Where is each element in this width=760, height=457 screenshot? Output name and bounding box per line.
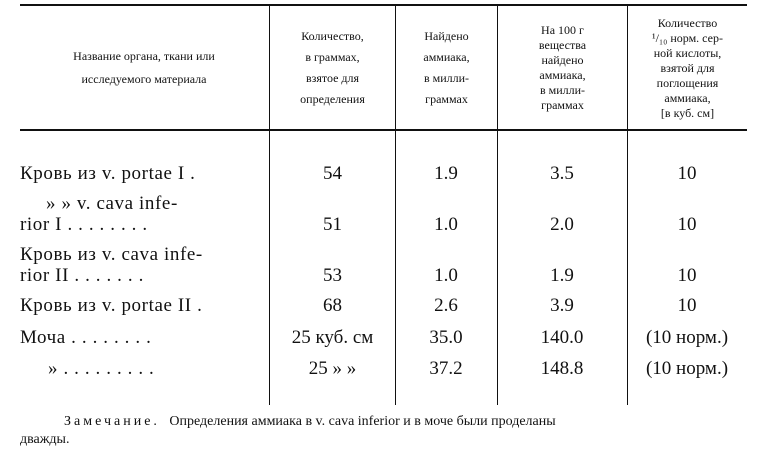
row-name: Кровь из v. portae I . bbox=[20, 163, 196, 184]
row-amount: 51 bbox=[323, 214, 342, 235]
row-found: 37.2 bbox=[429, 358, 463, 379]
row-amount: 53 bbox=[323, 265, 342, 286]
footnote-continuation: дважды. bbox=[20, 432, 70, 447]
row-per100: 1.9 bbox=[550, 265, 574, 286]
row-per100: 3.5 bbox=[550, 163, 574, 184]
row-amount: 25 » » bbox=[308, 358, 357, 379]
footnote-label: Замечание. bbox=[64, 414, 160, 429]
row-amount: 54 bbox=[323, 163, 342, 184]
row-name: » » v. cava infe- bbox=[46, 193, 178, 214]
header-acid-amount bbox=[628, 8, 747, 128]
row-name: Кровь из v. cava infe- bbox=[20, 244, 203, 265]
header-line: граммах bbox=[541, 98, 584, 112]
header-line: аммиака, bbox=[664, 90, 711, 105]
row-found: 2.6 bbox=[434, 295, 458, 316]
row-name: Моча . . . . . . . . bbox=[20, 327, 152, 348]
header-line: найдено bbox=[541, 53, 584, 67]
header-line: На 100 г bbox=[541, 23, 584, 37]
header-line: Количество bbox=[657, 15, 718, 30]
row-per100: 3.9 bbox=[550, 295, 574, 316]
header-line: поглощения bbox=[656, 75, 719, 90]
header-line: исследуемого материала bbox=[81, 72, 207, 86]
row-name-cont: rior I . . . . . . . . bbox=[20, 214, 148, 235]
footnote-text: Определения аммиака в v. cava inferior и в моче были проделаны bbox=[169, 414, 556, 429]
header-line: Найдено bbox=[424, 29, 469, 43]
header-bottom-rule bbox=[20, 129, 747, 131]
row-name-cont: rior II . . . . . . . bbox=[20, 265, 144, 286]
row-found: 1.0 bbox=[434, 265, 458, 286]
row-amount: 25 куб. см bbox=[291, 327, 374, 348]
row-per100: 2.0 bbox=[550, 214, 574, 235]
header-line: взятое для bbox=[305, 71, 360, 85]
header-line: в милли- bbox=[539, 83, 586, 97]
header-line: Количество, bbox=[301, 29, 364, 43]
row-acid: 10 bbox=[677, 214, 697, 235]
row-acid: 10 bbox=[677, 265, 697, 286]
row-found: 1.0 bbox=[434, 214, 458, 235]
header-line: [в куб. см] bbox=[660, 105, 715, 120]
header-line: аммиака, bbox=[539, 68, 586, 82]
header-line: граммах bbox=[425, 92, 468, 106]
header-line: определения bbox=[300, 92, 365, 106]
table-top-rule bbox=[20, 4, 747, 6]
header-material-name bbox=[20, 8, 268, 128]
row-name: » . . . . . . . . . bbox=[48, 358, 155, 379]
header-line: в милли- bbox=[423, 71, 470, 85]
row-name: Кровь из v. portae II . bbox=[20, 295, 203, 316]
header-line: аммиака, bbox=[423, 50, 470, 64]
header-line: вещества bbox=[538, 38, 587, 52]
row-per100: 140.0 bbox=[540, 327, 584, 348]
footnote bbox=[64, 413, 556, 431]
header-per-100g bbox=[498, 8, 627, 128]
row-found: 35.0 bbox=[429, 327, 463, 348]
row-per100: 148.8 bbox=[540, 358, 584, 379]
header-line: ной кислоты, bbox=[653, 45, 722, 60]
header-line: ¹/₁₀ норм. сер- bbox=[652, 30, 723, 45]
row-acid: 10 bbox=[677, 295, 697, 316]
row-acid: 10 bbox=[677, 163, 697, 184]
header-line: взятой для bbox=[660, 60, 715, 75]
header-amount-grams bbox=[270, 8, 395, 128]
row-acid: (10 норм.) bbox=[645, 358, 729, 379]
header-line: Название органа, ткани или bbox=[73, 49, 215, 63]
row-amount: 68 bbox=[323, 295, 342, 316]
header-line: в граммах, bbox=[305, 50, 360, 64]
row-found: 1.9 bbox=[434, 163, 458, 184]
header-ammonia-found bbox=[396, 8, 497, 128]
row-acid: (10 норм.) bbox=[645, 327, 729, 348]
